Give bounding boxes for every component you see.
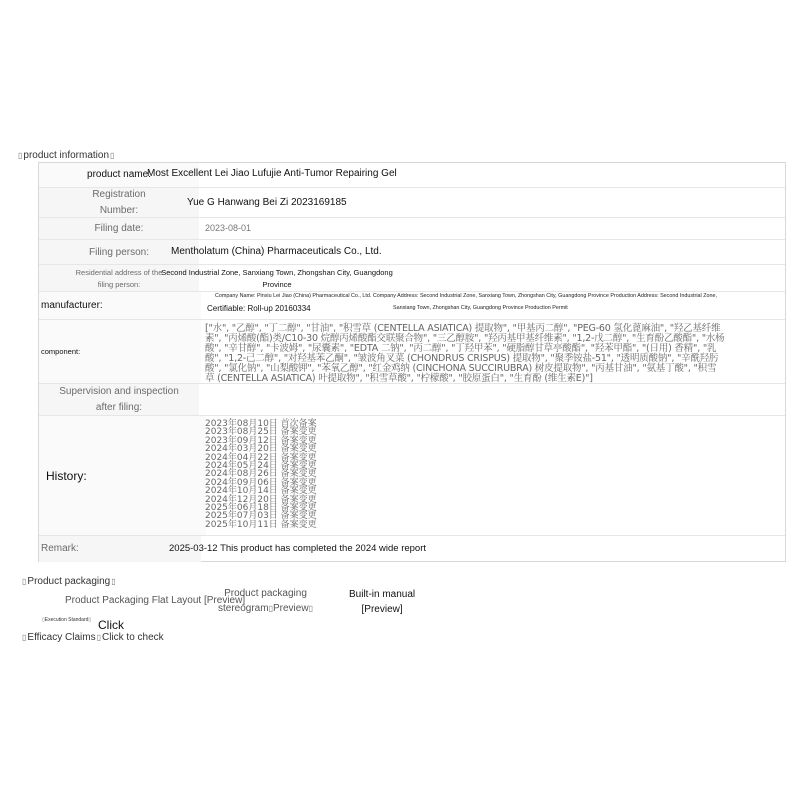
bracket-left-icon: ▯ <box>22 577 27 586</box>
bracket-icon: ▯ <box>42 617 45 623</box>
bracket-right-icon: ▯ <box>96 633 101 642</box>
history-item: 2025年10月11日 备案变更 <box>205 519 317 530</box>
supervision-label: Supervision and inspection after filing: <box>39 384 199 416</box>
registration-label: Registration Number: <box>39 188 199 218</box>
bracket-right-icon: ▯ <box>111 577 116 586</box>
product-information-heading <box>18 150 114 161</box>
manufacturer-line-2: Sanxiang Town, Zhongshan City, Guangdong Province Production Permit <box>393 305 568 311</box>
residential-address-label: Residential address of the filing person: <box>39 265 199 292</box>
row-filing-date <box>39 217 785 240</box>
flat-layout-preview-link[interactable]: Product Packaging Flat Layout [Preview] <box>65 595 246 606</box>
row-history <box>39 415 785 536</box>
history-item: 2024年10月14日 备案变更 <box>205 486 317 497</box>
bracket-left-icon: ▯ <box>22 633 27 642</box>
residential-address-value: Second Industrial Zone, Sanxiang Town, Zhongshan City, Guangdong Province <box>161 268 393 289</box>
row-residential-address <box>39 264 785 292</box>
filing-person-label: Filing person: <box>39 240 199 265</box>
remark-value: 2025-03-12 This product has completed the 2024 wide report <box>169 543 427 554</box>
row-supervision <box>39 383 785 416</box>
execution-standard-click-link[interactable]: Click <box>98 618 124 632</box>
remark-label: Remark: <box>39 536 201 562</box>
efficacy-claims-row <box>22 632 164 643</box>
row-product-name <box>39 163 785 187</box>
component-value: ["水", "乙醇", "丁二醇", "甘油", "积雪草 (CENTELLA ASIATICA) 提取物", "甲基丙二醇", "PEG-60 氢化蓖麻油", "羟乙基纤维素", "丙烯酸(酯)类/C10-30 烷醇丙烯酸酯交联聚合物", "三乙醇胺", "羟丙基甲基纤维素", "1,2-戊二醇", "生育酚乙酸酯", "水杨酸", "辛甘醇", "卡波姆", "尿囊素", "EDTA 二钠", "丙二醇", "丁羟甲苯", "硬脂醇甘草亭酸酯", "羟苯甲酯", "(日用) 香精", "乳酸", "1,2-己二醇", "对羟基苯乙酮", "皱波角叉菜 (CHONDRUS CRISPUS) 提取物", "聚季铵盐-51", "透明质酸钠", "辛酰羟肟酸", "氯化钠", "山梨酸钾", "苯氧乙醇", "红金鸡纳 (CINCHONA SUCCIRUBRA) 树皮提取物", "丙基甘油", "氨基丁酸", "积雪草 (CENTELLA ASIATICA) 叶提取物", "积雪草酸", "柠檬酸", "胶原蛋白", "生育酚 (维生素E)"] <box>205 323 725 384</box>
history-list <box>205 420 317 529</box>
bracket-right-icon: ▯ <box>110 151 115 160</box>
product-info-table <box>38 162 786 562</box>
history-item: 2023年08月10日 首次备案 <box>205 419 317 429</box>
filing-date-value: 2023-08-01 <box>205 223 252 233</box>
row-registration <box>39 187 785 218</box>
manufacturer-certifiable: Certifiable: Roll-up 20160334 <box>207 304 311 313</box>
stereogram-preview-link[interactable]: Product packaging stereogram▯Preview▯ <box>218 588 313 614</box>
built-in-manual-preview-link[interactable]: Built-in manual [Preview] <box>349 589 416 615</box>
bracket-icon: ▯ <box>268 604 273 613</box>
history-item: 2025年07月03日 备案变更 <box>205 511 317 522</box>
history-item: 2025年06月18日 备案变更 <box>205 503 317 514</box>
efficacy-click-to-check-link[interactable]: Click to check <box>101 632 164 643</box>
product-name-value: Most Excellent Lei Jiao Lufujie Anti-Tumor Repairing Gel <box>147 168 397 179</box>
history-item: 2024年08月26日 备案变更 <box>205 469 317 480</box>
product-name-label: product name: <box>39 163 199 187</box>
manufacturer-label: manufacturer: <box>39 292 201 320</box>
filing-person-value: Mentholatum (China) Pharmaceuticals Co., Ltd. <box>171 246 382 257</box>
row-filing-person <box>39 239 785 265</box>
history-label: History: <box>39 416 206 536</box>
bracket-left-icon: ▯ <box>18 151 23 160</box>
product-information-title: product information <box>23 150 110 161</box>
efficacy-claims-title: Efficacy Claims <box>27 632 96 643</box>
row-remark <box>39 535 785 562</box>
bracket-icon: ▯ <box>308 604 313 613</box>
history-item: 2024年12月20日 备案变更 <box>205 494 317 505</box>
product-packaging-heading <box>22 576 116 587</box>
execution-standard-label: ▯Execution Standard▯ <box>42 617 92 623</box>
history-item: 2024年09月06日 备案变更 <box>205 477 317 488</box>
history-item: 2024年04月22日 备案变更 <box>205 452 317 463</box>
row-manufacturer <box>39 291 785 320</box>
history-item: 2023年08月25日 备案变更 <box>205 427 317 438</box>
history-item: 2024年03月20日 备案变更 <box>205 444 317 455</box>
product-packaging-title: Product packaging <box>27 576 111 587</box>
filing-date-label: Filing date: <box>39 218 199 240</box>
history-item: 2023年09月12日 备案变更 <box>205 435 317 446</box>
bracket-icon: ▯ <box>88 617 92 623</box>
history-item: 2024年05月24日 备案变更 <box>205 461 317 472</box>
component-label: component: <box>39 320 201 384</box>
registration-number-value: Yue G Hanwang Bei Zi 2023169185 <box>187 197 347 208</box>
manufacturer-line-1: Company Name: Pinxiu Lei Jiao (China) Pharmaceutical Co., Ltd. Company Address: Second Industrial Zone, Sanxiang Town, Zhongshan City, Guangdong Province Production Address: Second Industrial Zone, <box>215 293 718 299</box>
row-component <box>39 319 785 384</box>
